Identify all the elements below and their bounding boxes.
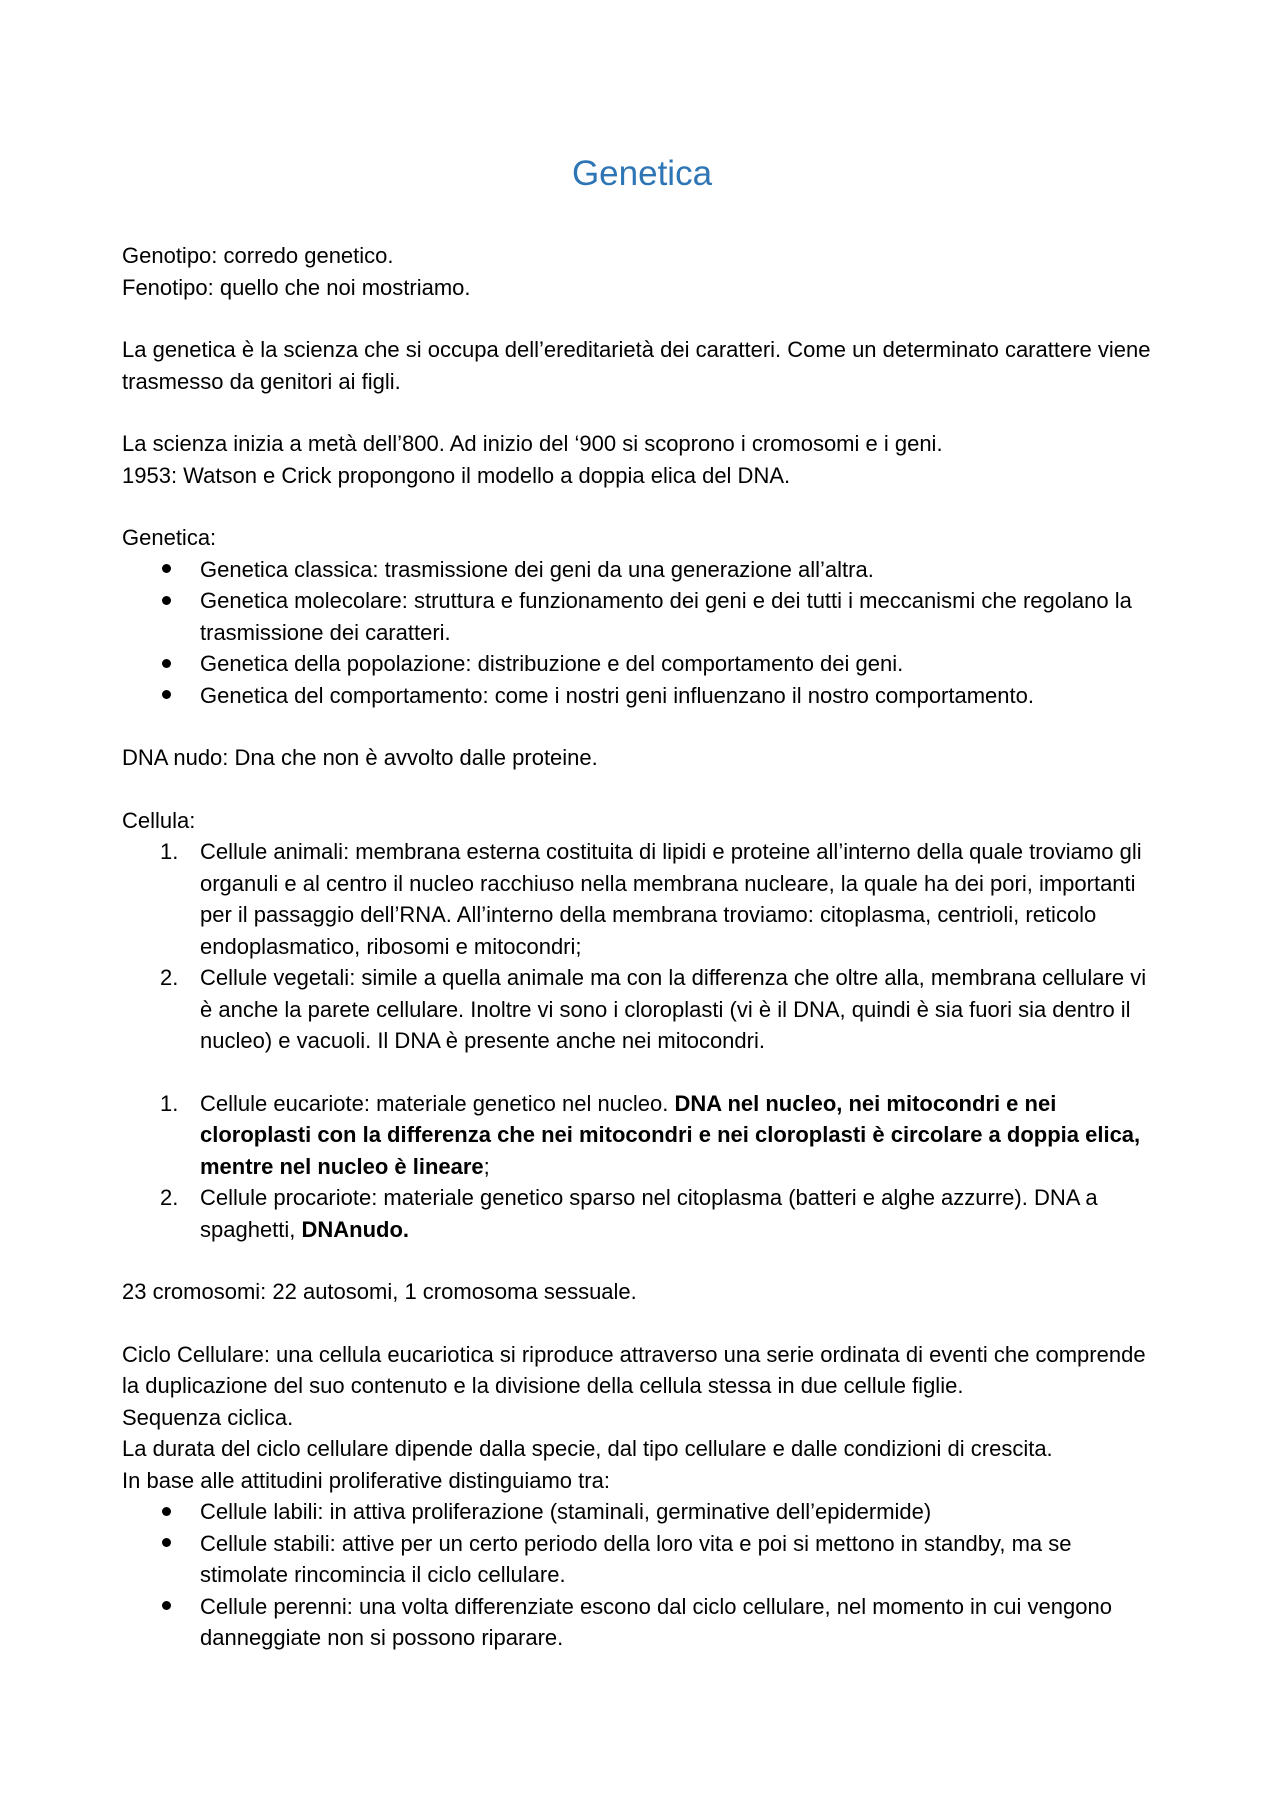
- genotipo-line: Genotipo: corredo genetico.: [122, 243, 394, 268]
- bold-text: DNA nel nucleo, nei mitocondri e nei cloroplasti con la differenza che nei mitocondri e nei cloroplasti è circolare a doppia elica, mentre nel nucleo è lineare: [200, 1090, 1141, 1179]
- ciclo-section: [122, 1339, 1162, 1654]
- ciclo-line-2: Sequenza ciclica.: [122, 1404, 294, 1430]
- list-number: 1.: [160, 1090, 179, 1116]
- genetica-list: [122, 554, 1162, 712]
- document-page: [122, 150, 1162, 1685]
- ciclo-list: [122, 1496, 1162, 1654]
- page-title: Genetica: [571, 154, 713, 193]
- history-line-2: 1953: Watson e Crick propongono il modello a doppia elica del DNA.: [122, 462, 791, 488]
- list-item: Genetica del comportamento: come i nostri geni influenzano il nostro comportamento.: [122, 680, 1162, 712]
- cromosomi-paragraph: 23 cromosomi: 22 autosomi, 1 cromosoma sessuale.: [122, 1279, 637, 1304]
- bullet-icon: [162, 1496, 186, 1528]
- bullet-icon: [162, 554, 186, 586]
- bold-text: DNAnudo.: [301, 1216, 410, 1242]
- definition-paragraph: La genetica è la scienza che si occupa dell’ereditarietà dei caratteri. Come un determinato carattere viene trasmesso da genitori ai figli.: [122, 337, 1151, 394]
- list-item: Genetica molecolare: struttura e funzionamento dei geni e dei tutti i meccanismi che regolano la trasmissione dei caratteri.: [122, 585, 1162, 648]
- bullet-icon: [162, 1591, 186, 1623]
- ciclo-line-1: Ciclo Cellulare: una cellula eucariotica si riproduce attraverso una serie ordinata di eventi che comprende la duplicazione del suo contenuto e la divisione della cellula stessa in due cellule figlie.: [122, 1341, 1146, 1398]
- ciclo-line-3: La durata del ciclo cellulare dipende dalla specie, dal tipo cellulare e dalle condizioni di crescita.: [122, 1436, 1053, 1461]
- history-paragraph: [122, 428, 1162, 491]
- dna-nudo-paragraph: DNA nudo: Dna che non è avvolto dalle proteine.: [122, 745, 598, 770]
- genetica-section: [122, 522, 1162, 711]
- list-number: 2.: [160, 1185, 179, 1210]
- history-line-1: La scienza inizia a metà dell’800. Ad inizio del ‘900 si scoprono i cromosomi e i geni.: [122, 431, 943, 456]
- list-item: 2. Cellule vegetali: simile a quella animale ma con la differenza che oltre alla, membrana cellulare vi è anche la parete cellulare. Inoltre vi sono i cloroplasti (vi è il DNA, quindi è sia fuori sia dentro il nucleo) e vacuoli. Il DNA è presente anche nei mitocondri.: [122, 962, 1162, 1057]
- ciclo-line-4: In base alle attitudini proliferative distinguiamo tra:: [122, 1467, 610, 1493]
- cellula-list-1: [122, 836, 1162, 1057]
- list-number: 2.: [160, 965, 179, 990]
- list-item: 2. Cellule procariote: materiale genetico sparso nel citoplasma (batteri e alghe azzurre). DNA a spaghetti, DNAnudo.: [122, 1182, 1162, 1245]
- bullet-icon: [162, 1528, 186, 1560]
- list-item: 1. Cellule eucariote: materiale genetico nel nucleo. DNA nel nucleo, nei mitocondri e nei cloroplasti con la differenza che nei mitocondri e nei cloroplasti è circolare a doppia elica, mentre nel nucleo è lineare;: [122, 1088, 1162, 1183]
- list-item: Cellule labili: in attiva proliferazione (staminali, germinative dell’epidermide): [122, 1496, 1162, 1528]
- list-item: 1. Cellule animali: membrana esterna costituita di lipidi e proteine all’interno della quale troviamo gli organuli e al centro il nucleo racchiuso nella membrana nucleare, la quale ha dei pori, importanti per il passaggio dell’RNA. All’interno della membrana troviamo: citoplasma, centrioli, reticolo endoplasmatico, ribosomi e mitocondri;: [122, 836, 1162, 962]
- intro-paragraph: [122, 240, 1162, 303]
- bullet-icon: [162, 648, 186, 680]
- bullet-icon: [162, 585, 186, 617]
- fenotipo-line: Fenotipo: quello che noi mostriamo.: [122, 274, 471, 300]
- cellula-section: [122, 805, 1162, 1246]
- list-item: Genetica classica: trasmissione dei geni da una generazione all’altra.: [122, 554, 1162, 586]
- bullet-icon: [162, 680, 186, 712]
- list-number: 1.: [160, 839, 179, 864]
- list-item: Genetica della popolazione: distribuzione e del comportamento dei geni.: [122, 648, 1162, 680]
- genetica-heading: Genetica:: [122, 525, 217, 550]
- cellula-list-2: [122, 1088, 1162, 1246]
- list-item: Cellule perenni: una volta differenziate escono dal ciclo cellulare, nel momento in cui vengono danneggiate non si possono riparare.: [122, 1591, 1162, 1654]
- list-item: Cellule stabili: attive per un certo periodo della loro vita e poi si mettono in standby, ma se stimolate rincomincia il ciclo cellulare.: [122, 1528, 1162, 1591]
- cellula-heading: Cellula:: [122, 807, 196, 833]
